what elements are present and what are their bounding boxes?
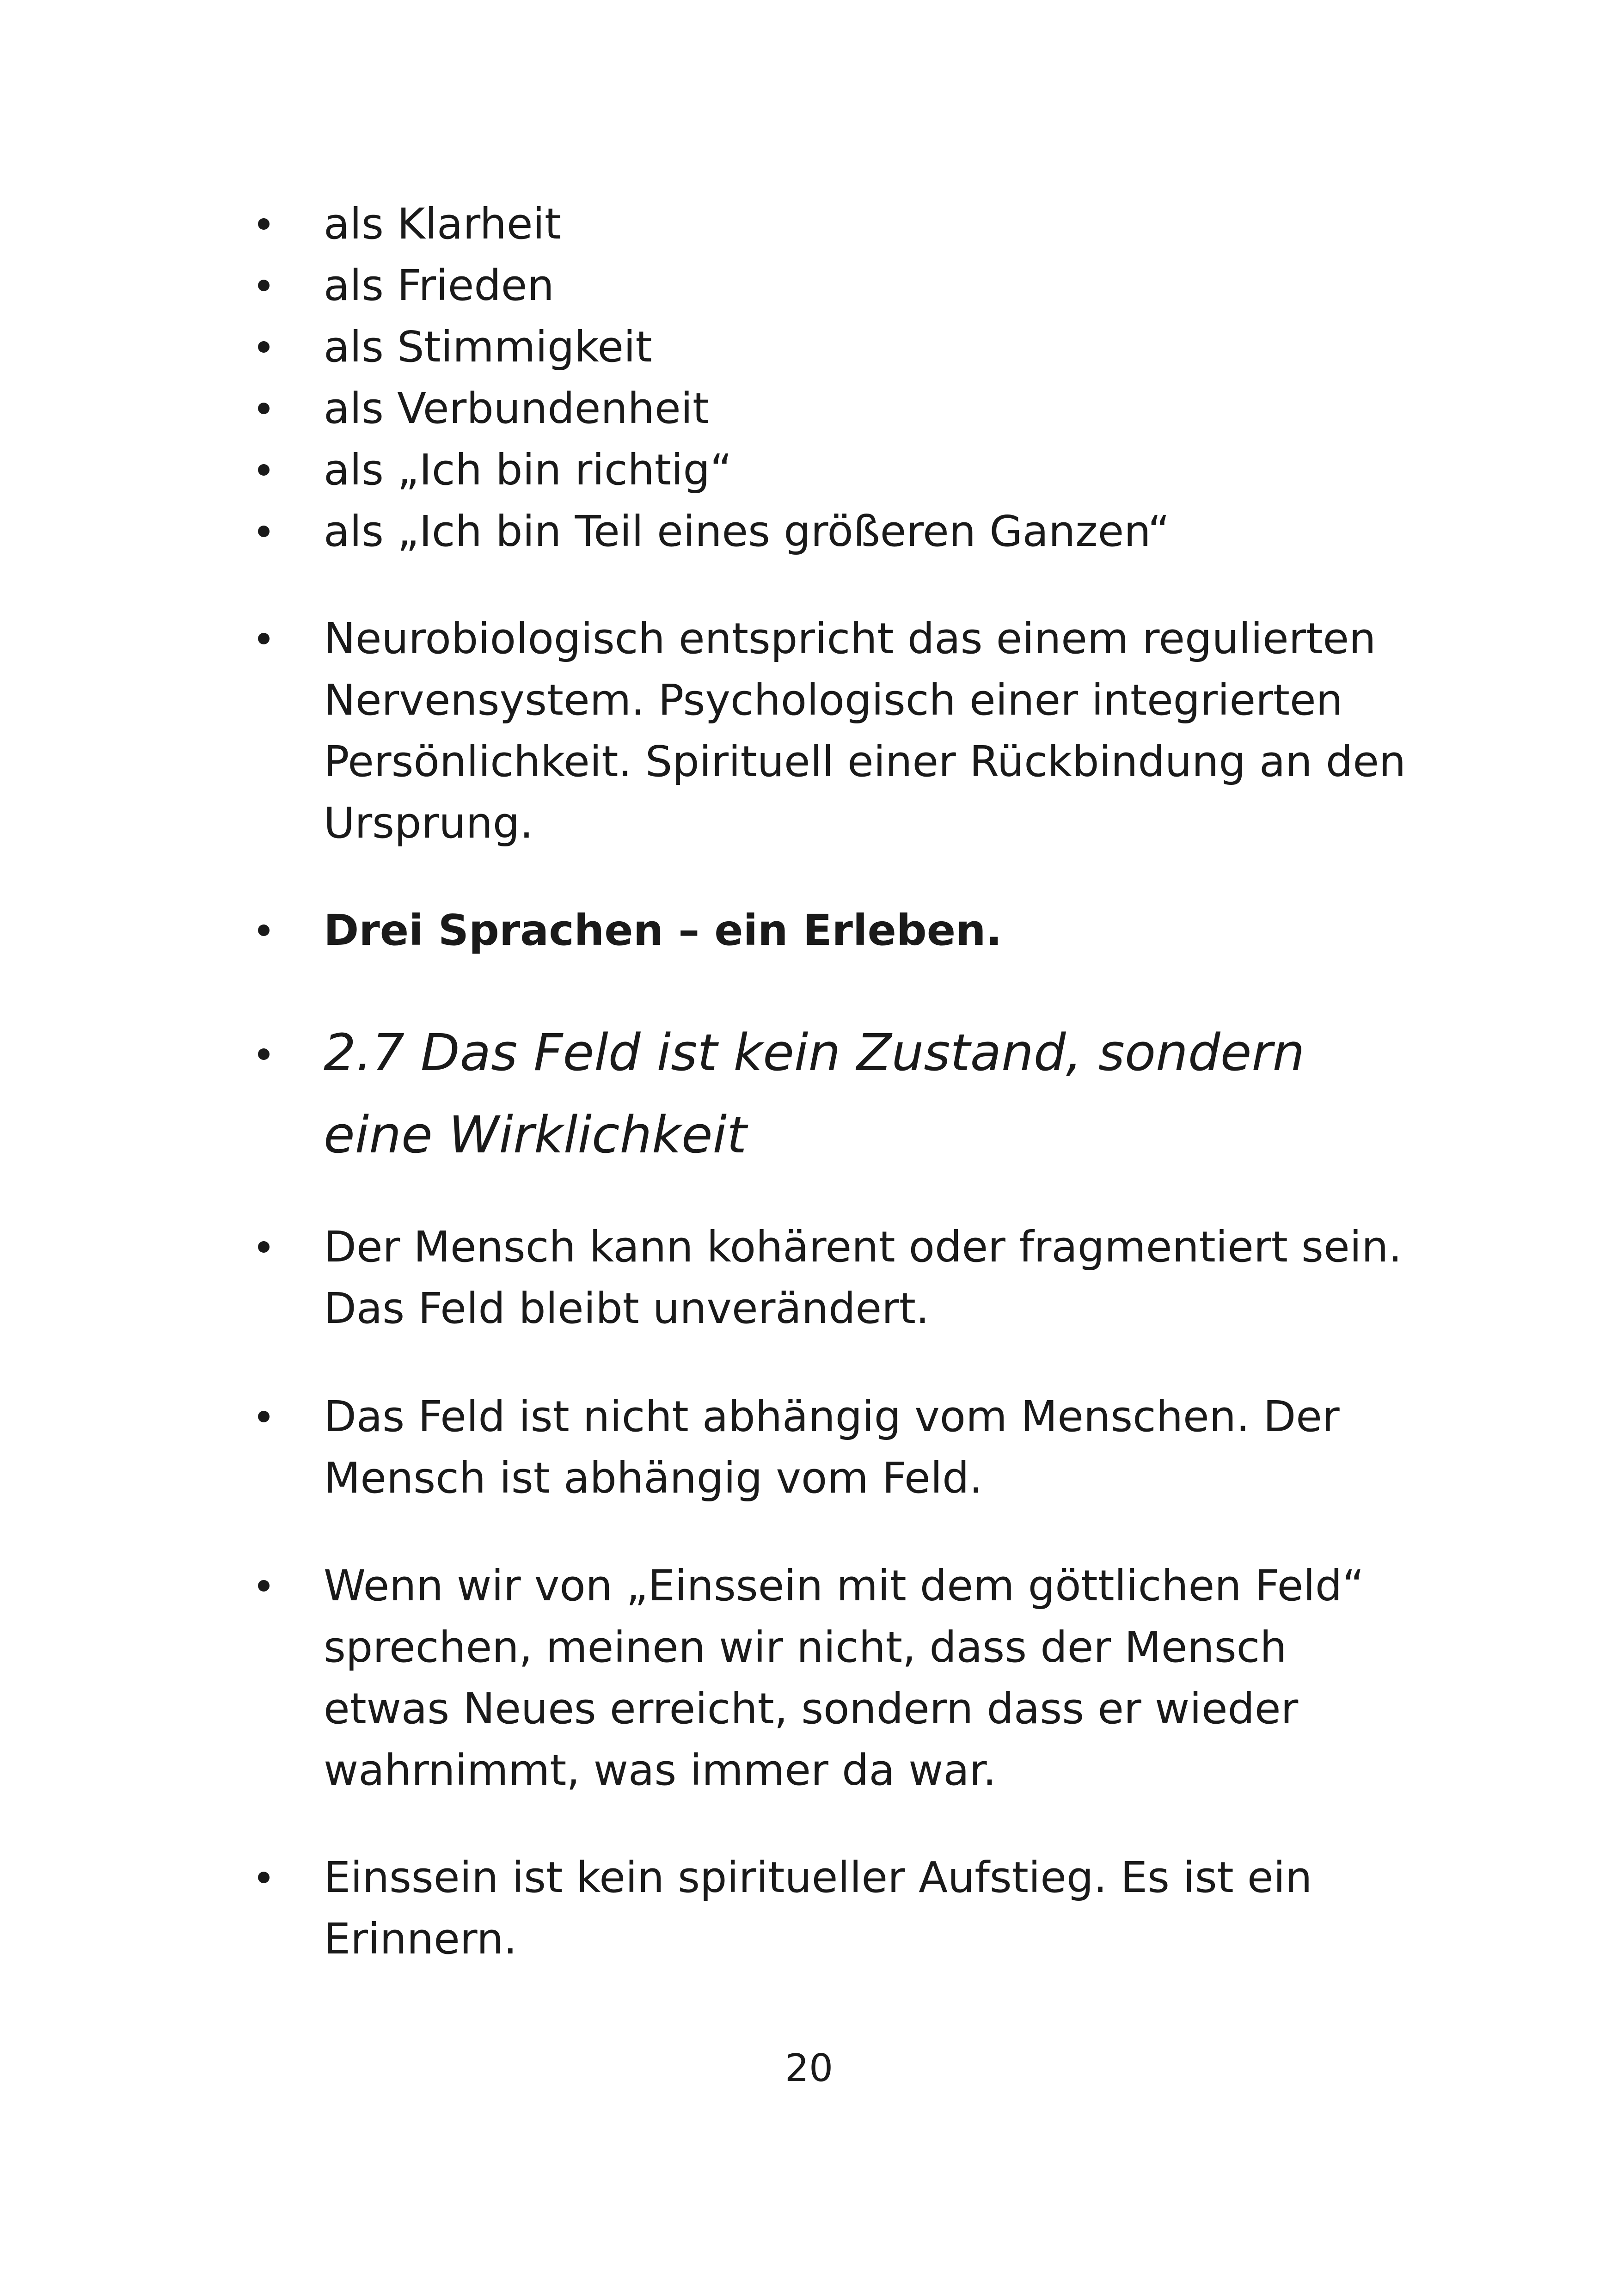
- list-item: als Stimmigkeit: [324, 316, 1410, 378]
- list-item: Einssein ist kein spiritueller Aufstieg. Es ist ein Erinnern.: [324, 1847, 1410, 1970]
- list-item: als Frieden: [324, 255, 1410, 316]
- list-item: als „Ich bin richtig“: [324, 439, 1410, 501]
- section-heading: 2.7 Das Feld ist kein Zustand, sondern eine Wirklichkeit: [324, 1011, 1410, 1176]
- list-item-emphasis: Drei Sprachen – ein Erleben.: [324, 900, 1410, 961]
- list-item: Wenn wir von „Einssein mit dem göttlichen Feld“ sprechen, meinen wir nicht, dass der Mensch etwas Neues erreicht, sondern dass er wieder wahrnimmt, was immer da war.: [324, 1555, 1410, 1801]
- list-item: als Klarheit: [324, 193, 1410, 255]
- list-item: Der Mensch kann kohärent oder fragmentiert sein. Das Feld bleibt unverändert.: [324, 1216, 1410, 1339]
- list-item: Neurobiologisch entspricht das einem regulierten Nervensystem. Psychologisch einer integrierten Persönlichkeit. Spirituell einer Rückbindung an den Ursprung.: [324, 608, 1410, 854]
- list-item: als Verbundenheit: [324, 378, 1410, 439]
- list-item: als „Ich bin Teil eines größeren Ganzen“: [324, 501, 1410, 562]
- page-number: 20: [784, 2046, 834, 2090]
- list-item: Das Feld ist nicht abhängig vom Menschen. Der Mensch ist abhängig vom Feld.: [324, 1386, 1410, 1509]
